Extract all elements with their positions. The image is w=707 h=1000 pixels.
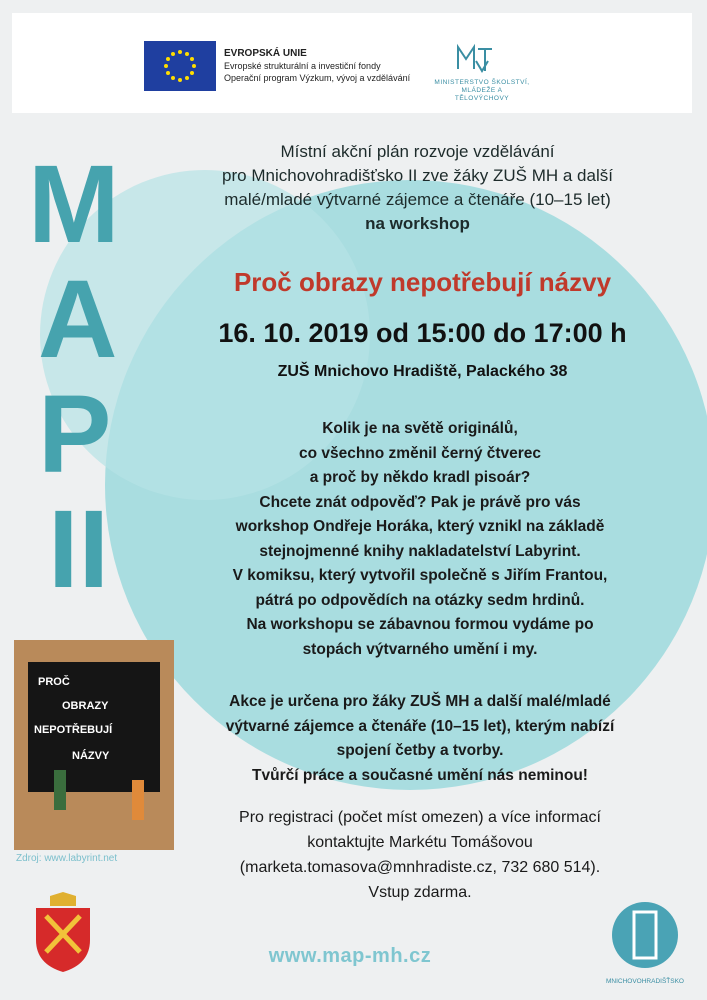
desc-line: stejnojmenné knihy nakladatelství Labyrint. bbox=[259, 542, 581, 560]
contact-line3: (marketa.tomasova@mnhradiste.cz, 732 680 514). bbox=[239, 859, 601, 876]
event-title: Proč obrazy nepotřebují názvy bbox=[233, 267, 612, 297]
msmt-logo-icon bbox=[452, 39, 502, 79]
ghost-watermark bbox=[150, 130, 182, 222]
contact-line1: Pro registraci (počet míst omezen) a více informací bbox=[239, 809, 601, 826]
eu-line1: Evropské strukturální a investiční fondy bbox=[224, 61, 381, 71]
book-cover-image bbox=[14, 640, 174, 850]
map-logo-text: MNICHOVOHRADIŠŤSKO bbox=[605, 978, 684, 985]
desc-line: a proč by někdo kradl pisoár? bbox=[309, 469, 531, 486]
event-place: ZUŠ Mnichovo Hradiště, Palackého 38 bbox=[277, 363, 568, 380]
cover-word: PROČ bbox=[38, 676, 70, 688]
desc2-line: Akce je určena pro žáky ZUŠ MH a další malé/mladé bbox=[229, 693, 611, 710]
map-letter-ii: II bbox=[48, 488, 110, 611]
msmt-text bbox=[434, 79, 530, 103]
desc-line: co všechno změnil černý čtverec bbox=[298, 444, 542, 462]
intro-line3: malé/mladé výtvarné zájemce a čtenáře (10–15 let) bbox=[224, 190, 611, 209]
description-audience bbox=[190, 690, 650, 788]
desc-line: Kolik je na světě originálů, bbox=[322, 420, 518, 437]
eu-flag-icon bbox=[144, 41, 216, 91]
town-crest-icon bbox=[32, 892, 94, 972]
desc2-line: výtvarné zájemce a čtenáře (10–15 let), kterým nabízí bbox=[225, 717, 615, 735]
header-logos bbox=[12, 13, 692, 113]
desc-line: Chcete znát odpověď? Pak je právě pro vás bbox=[259, 493, 581, 511]
intro-line1: Místní akční plán rozvoje vzdělávání bbox=[280, 142, 555, 161]
contact-line4: Vstup zdarma. bbox=[368, 884, 472, 901]
desc-line: stopách výtvarného umění i my. bbox=[302, 640, 538, 658]
eu-text bbox=[224, 47, 410, 84]
contact-info bbox=[190, 805, 650, 905]
description bbox=[190, 417, 650, 662]
desc-line: Na workshopu se zábavnou formou vydáme po bbox=[246, 616, 594, 633]
eu-title: EVROPSKÁ UNIE bbox=[224, 48, 307, 59]
contact-line2: kontaktujte Markétu Tomášovou bbox=[307, 834, 533, 851]
map-letter-p: P bbox=[38, 373, 112, 496]
map-letter-m: M bbox=[28, 143, 120, 266]
msmt-line2: MLÁDEŽE A TĚLOVÝCHOVY bbox=[454, 87, 510, 102]
desc-line: pátrá po odpovědích na otázky sedm hrdinů. bbox=[255, 591, 585, 609]
book-figure bbox=[132, 780, 144, 820]
desc2-line: spojení četby a tvorby. bbox=[336, 742, 504, 759]
image-source: Zdroj: www.labyrint.net bbox=[16, 853, 118, 864]
map-letter-a: A bbox=[38, 258, 118, 381]
desc-line: V komiksu, který vytvořil společně s Jiřím Frantou, bbox=[232, 567, 608, 584]
eu-line2: Operační program Výzkum, vývoj a vzdělávání bbox=[224, 73, 411, 83]
desc-line: workshop Ondřeje Horáka, který vznikl na základě bbox=[235, 518, 605, 535]
intro-line4: na workshop bbox=[365, 214, 470, 233]
msmt-line1: MINISTERSTVO ŠKOLSTVÍ, bbox=[434, 79, 530, 86]
intro-text bbox=[190, 140, 645, 236]
event-date: 16. 10. 2019 od 15:00 do 17:00 h bbox=[218, 318, 627, 348]
desc2-line: Tvůrčí práce a současné umění nás neminou! bbox=[252, 766, 588, 784]
website-link[interactable]: www.map-mh.cz bbox=[268, 945, 432, 967]
cover-word: NEPOTŘEBUJÍ bbox=[34, 724, 113, 736]
cover-word: OBRAZY bbox=[62, 700, 109, 712]
cover-word: NÁZVY bbox=[72, 750, 110, 762]
map-logo-icon bbox=[610, 900, 680, 980]
intro-line2: pro Mnichovohradišťsko II zve žáky ZUŠ MH a další bbox=[222, 166, 613, 185]
book-figure bbox=[54, 770, 66, 810]
book-blackboard bbox=[28, 662, 160, 792]
